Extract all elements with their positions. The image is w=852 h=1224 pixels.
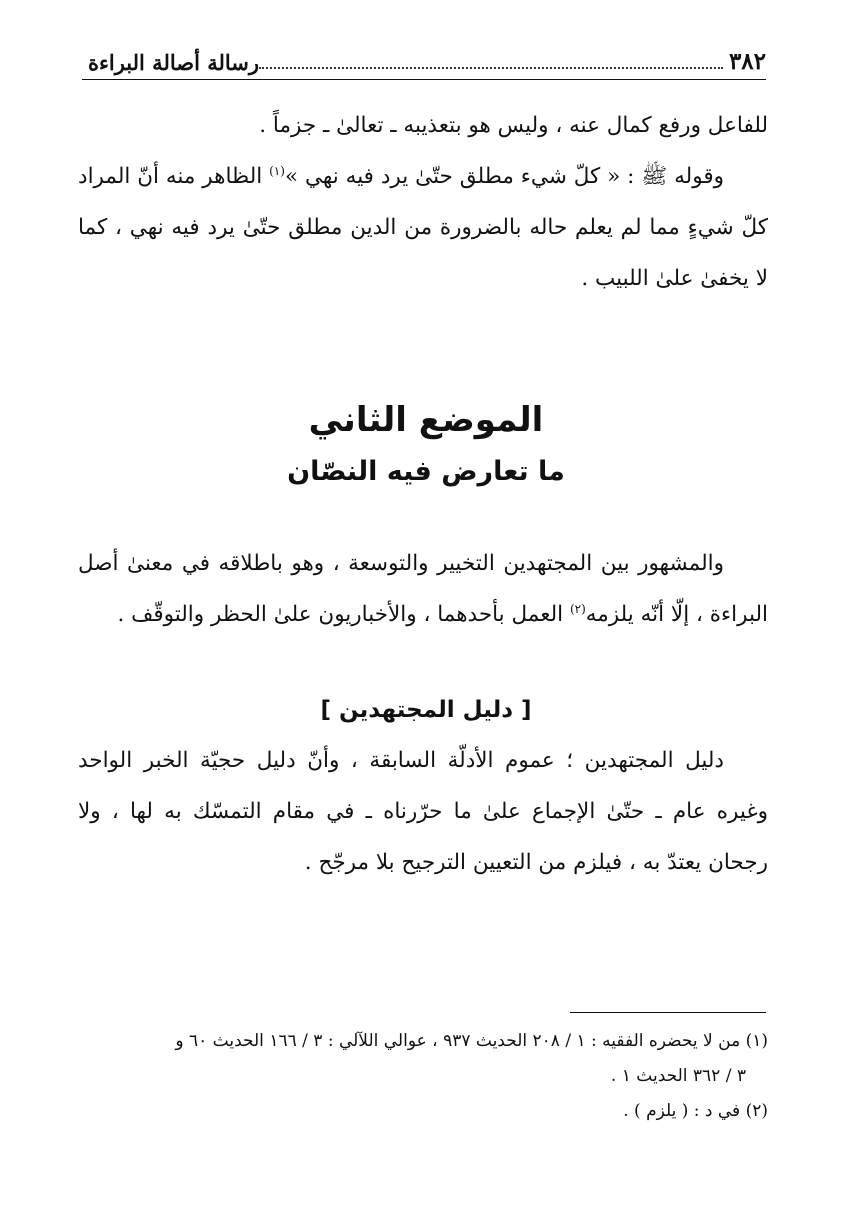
section-heading: الموضع الثاني bbox=[308, 400, 544, 440]
footnote-2: (٢) في د : ( يلزم ) . bbox=[623, 1101, 768, 1121]
intro-paragraph bbox=[78, 151, 768, 304]
section-subheading: ما تعارض فيه النصّان bbox=[287, 456, 565, 487]
intro-text-after: الظاهر منه أنّ المراد كلّ شيءٍ مما لم يعلم حاله بالضرورة من الدين مطلق حتّىٰ يرد فيه نهي ، كما لا يخفىٰ علىٰ اللبيب . bbox=[78, 164, 768, 291]
footnote-separator bbox=[570, 1012, 766, 1013]
footnote-ref-2[interactable]: (٢) bbox=[569, 601, 586, 616]
section3-paragraph: دليل المجتهدين ؛ عموم الأدلّة السابقة ، وأنّ دليل حجيّة الخبر الواحد وغيره عام ـ حتّىٰ الإجماع علىٰ ما حرّرناه ـ في مقام التمسّك به لها ، ولا رجحان يعتدّ به ، فيلزم من التعيين الترجيح بلا مرجّح . bbox=[78, 748, 768, 875]
dot-leader bbox=[259, 67, 723, 69]
running-title: رسالة أصالة البراءة bbox=[88, 50, 260, 75]
footnote-1-line2: ٣ / ٣٦٢ الحديث ١ . bbox=[610, 1066, 746, 1086]
footnote-ref-1[interactable]: (١) bbox=[269, 163, 285, 178]
section3-block bbox=[78, 735, 768, 888]
section2-text-after: العمل بأحدهما ، والأخباريون علىٰ الحظر والتوقّف . bbox=[117, 602, 570, 627]
footnote-1-line1: (١) من لا يحضره الفقيه : ١ / ٢٠٨ الحديث ٩٣٧ ، عوالي اللآلي : ٣ / ١٦٦ الحديث ٦٠ و bbox=[175, 1031, 768, 1051]
section2-paragraph bbox=[78, 538, 768, 640]
intro-block bbox=[78, 100, 768, 304]
section2-text-before: والمشهور بين المجتهدين التخيير والتوسعة ، وهو باطلاقه في معنىٰ أصل البراءة ، إلّا أنّه يلزمه bbox=[78, 551, 768, 627]
intro-line: للفاعل ورفع كمال عنه ، وليس هو بتعذيبه ـ تعالىٰ ـ جزماً . bbox=[259, 113, 768, 138]
page-number: ٣٨٢ bbox=[728, 48, 766, 75]
page-header bbox=[82, 38, 766, 80]
intro-text-before: وقوله ﷺ : « كلّ شيء مطلق حتّىٰ يرد فيه نهي » bbox=[284, 164, 724, 189]
evidence-heading: [ دليل المجتهدين ] bbox=[320, 697, 532, 723]
section2-block bbox=[78, 538, 768, 640]
footnotes bbox=[78, 1024, 768, 1129]
